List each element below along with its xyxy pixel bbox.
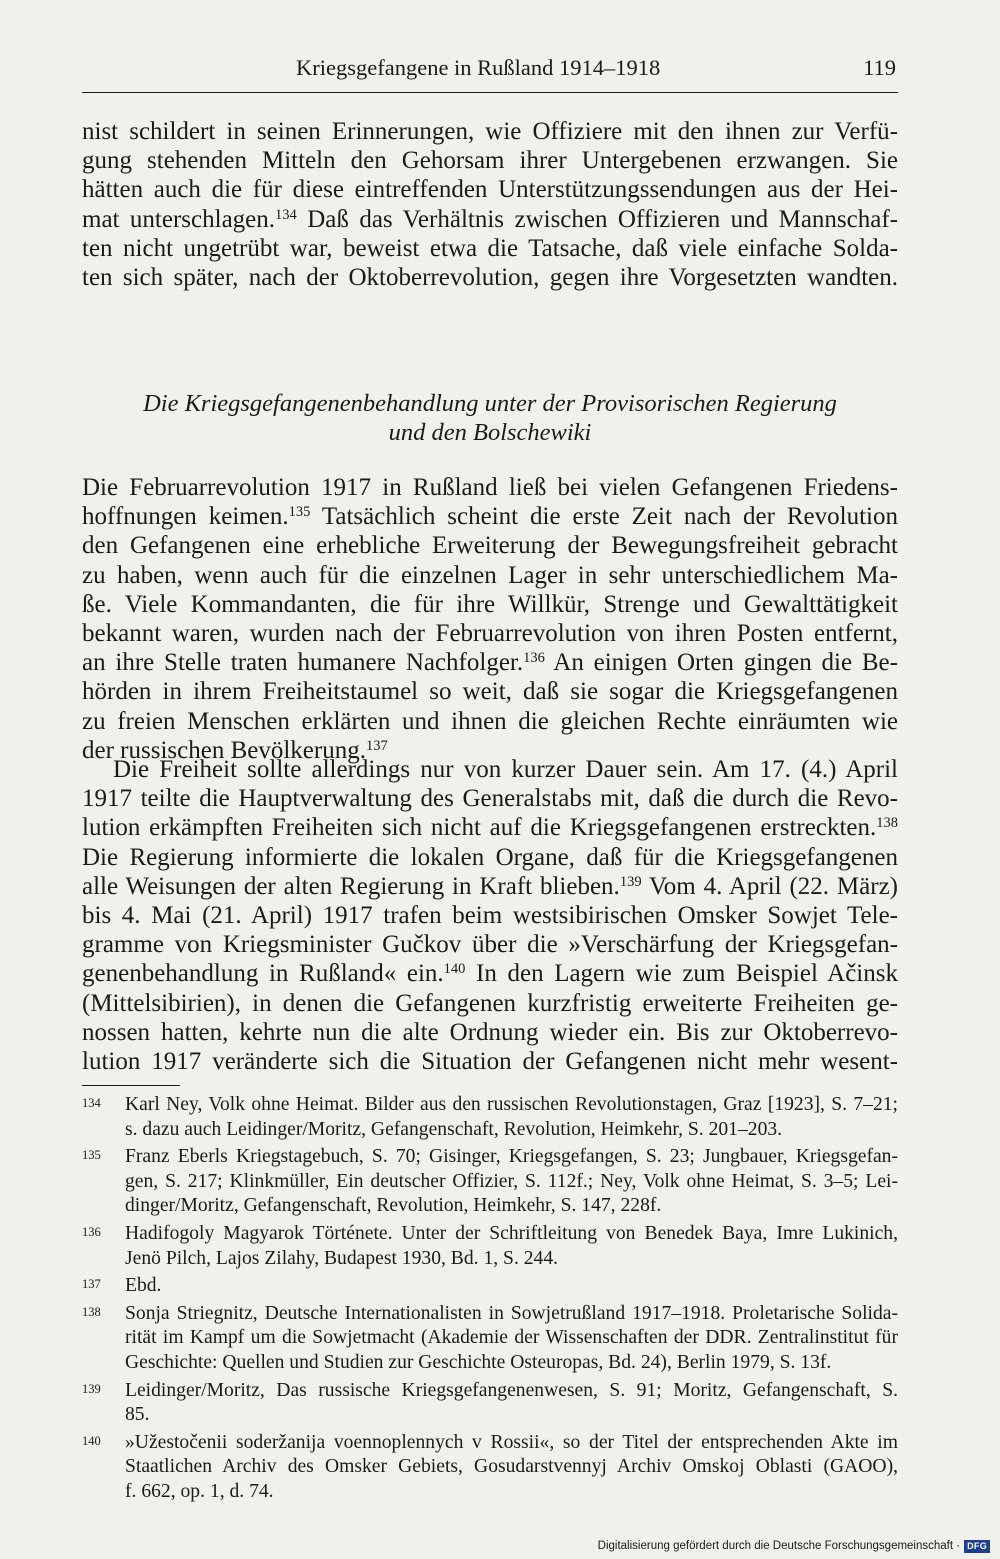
text-line: zu freien Menschen erklärten und ihnen die gleichen Rechte einräumten wie bbox=[82, 707, 898, 735]
text-line: Die Regierung informierte die lokalen Organe, daß für die Kriegsgefangenen bbox=[82, 843, 898, 871]
text-segment: An einigen Orten gingen die Be- bbox=[544, 649, 898, 677]
page-number: 119 bbox=[863, 55, 896, 80]
footnote-137 bbox=[82, 1274, 898, 1299]
text-line: nist schildert in seinen Erinnerungen, wie Offiziere mit den ihnen zur Verfü- bbox=[82, 118, 898, 145]
text-line: ten sich später, nach der Oktoberrevolution, gegen ihre Vorgesetzten wandten. bbox=[82, 264, 898, 292]
text-segment: Tatsächlich scheint die erste Zeit nach der Revolution bbox=[310, 503, 898, 531]
text-line: gung stehenden Mitteln den Gehorsam ihrer Untergebenen erzwangen. Sie bbox=[82, 147, 898, 175]
text-line bbox=[82, 205, 898, 234]
footnote-135 bbox=[82, 1145, 898, 1219]
text-line: nossen hatten, kehrte nun die alte Ordnung wieder ein. Bis zur Oktoberrevo- bbox=[82, 1018, 898, 1046]
paragraph-freiheit bbox=[82, 755, 898, 1076]
header-rule bbox=[82, 92, 898, 93]
footnote-line: gen, S. 217; Klinkmüller, Ein deutscher Offizier, S. 112f.; Ney, Volk ohne Heimat, S. 3–5; Lei- bbox=[125, 1170, 898, 1192]
paragraph-februarrevolution bbox=[82, 473, 898, 765]
dfg-logo-icon: DFG bbox=[964, 1540, 990, 1553]
footnote-line: Karl Ney, Volk ohne Heimat. Bilder aus den russischen Revolutionstagen, Graz [1923], S. 7–21; bbox=[125, 1094, 898, 1115]
footnote-ref-136[interactable]: 136 bbox=[523, 650, 545, 667]
digitization-credit-text: Digitalisierung gefördert durch die Deutsche Forschungsgemeinschaft · bbox=[597, 1540, 961, 1552]
text-line bbox=[82, 813, 898, 842]
footnote-number: 140 bbox=[82, 1433, 101, 1448]
footnote-number: 138 bbox=[82, 1304, 101, 1319]
footnote-line: »Užestočenii soderžanija voennoplennych v Rossii«, so der Titel der entsprechenden Akte im bbox=[125, 1431, 898, 1453]
text-line bbox=[82, 959, 898, 988]
text-line bbox=[82, 872, 898, 901]
footnote-number: 135 bbox=[82, 1148, 101, 1163]
footnote-rule bbox=[82, 1085, 180, 1086]
footnote-line: Leidinger/Moritz, Das russische Kriegsgefangenenwesen, S. 91; Moritz, Gefangenschaft, S. bbox=[125, 1379, 898, 1401]
footnote-ref-134[interactable]: 134 bbox=[275, 206, 297, 223]
footnote-line: Ebd. bbox=[125, 1275, 162, 1297]
text-line: hörden in ihrem Freiheitstaumel so weit, daß sie sogar die Kriegsgefangenen bbox=[82, 678, 898, 706]
text-line: Die Februarrevolution 1917 in Rußland ließ bei vielen Gefangenen Friedens- bbox=[82, 474, 898, 501]
footnote-line: Staatlichen Archiv des Omsker Gebiets, Gosudarstvennyj Archiv Omskoj Oblasti (GAOO), bbox=[125, 1456, 898, 1478]
section-heading bbox=[82, 389, 898, 447]
text-line: bis 4. Mai (21. April) 1917 trafen beim westsibirischen Omsker Sowjet Tele- bbox=[82, 902, 898, 930]
text-line: lution 1917 veränderte sich die Situation der Gefangenen nicht mehr wesent- bbox=[82, 1048, 898, 1076]
footnote-line: Geschichte: Quellen und Studien zur Geschichte Osteuropas, Bd. 24), Berlin 1979, S. 13f. bbox=[125, 1351, 832, 1373]
text-line bbox=[82, 648, 898, 677]
text-line bbox=[82, 502, 898, 531]
text-segment: hoffnungen keimen. bbox=[82, 503, 289, 531]
page-body bbox=[82, 50, 898, 1502]
text-segment: an ihre Stelle traten humanere Nachfolger. bbox=[82, 649, 524, 677]
text-segment: alle Weisungen der alten Regierung in Kraft blieben. bbox=[82, 872, 620, 900]
running-head bbox=[82, 50, 898, 86]
text-segment: lution erkämpften Freiheiten sich nicht auf die Kriegsgefangenen erstreckten. bbox=[82, 814, 877, 842]
digitization-credit bbox=[598, 1538, 990, 1554]
text-segment: In den Lagern wie zum Beispiel Ačinsk bbox=[465, 960, 898, 988]
text-line: ten nicht ungetrübt war, beweist etwa die Tatsache, daß viele einfache Solda- bbox=[82, 234, 898, 262]
footnote-ref-135[interactable]: 135 bbox=[288, 504, 311, 521]
text-line: (Mittelsibirien), in denen die Gefangenen kurzfristig erweiterte Freiheiten ge- bbox=[82, 989, 898, 1017]
footnote-ref-139[interactable]: 139 bbox=[619, 873, 642, 890]
footnote-number: 139 bbox=[82, 1381, 101, 1396]
footnote-line: f. 662, op. 1, d. 74. bbox=[125, 1480, 274, 1502]
text-segment: Daß das Verhältnis zwischen Offizieren und Mannschaf- bbox=[296, 205, 898, 233]
footnote-line: Hadifogoly Magyarok Története. Unter der Schriftleitung von Benedek Baya, Imre Lukinich, bbox=[125, 1222, 898, 1244]
paragraph-continued bbox=[82, 117, 898, 292]
footnote-136 bbox=[82, 1222, 898, 1271]
text-line: hätten auch die für diese eintreffenden Unterstützungssendungen aus der Hei- bbox=[82, 176, 898, 204]
footnote-line: rität im Kampf um die Sowjetmacht (Akademie der Wissenschaften der DDR. Zentralinstitut für bbox=[125, 1327, 898, 1349]
footnote-138 bbox=[82, 1302, 898, 1376]
section-heading-line-1: Die Kriegsgefangenenbehandlung unter der Provisorischen Regierung bbox=[143, 390, 837, 417]
text-line: Die Freiheit sollte allerdings nur von kurzer Dauer sein. Am 17. (4.) April bbox=[113, 756, 898, 783]
footnote-number: 134 bbox=[82, 1096, 101, 1110]
text-line: zu haben, wenn auch für die einzelnen Lager in sehr unterschiedlichem Ma- bbox=[82, 561, 898, 589]
footnote-number: 136 bbox=[82, 1224, 101, 1239]
footnote-line: s. dazu auch Leidinger/Moritz, Gefangenschaft, Revolution, Heimkehr, S. 201–203. bbox=[125, 1118, 783, 1140]
footnote-line: Sonja Striegnitz, Deutsche Internationalisten in Sowjetrußland 1917–1918. Proletarische Solida- bbox=[125, 1302, 898, 1324]
footnote-line: Jenö Pilch, Lajos Zilahy, Budapest 1930, Bd. 1, S. 244. bbox=[125, 1247, 559, 1269]
section-heading-line-2: und den Bolschewiki bbox=[388, 419, 592, 446]
text-segment: Vom 4. April (22. März) bbox=[641, 872, 898, 900]
text-segment: genenbehandlung in Rußland« ein. bbox=[82, 960, 444, 988]
text-line: gramme von Kriegsminister Gučkov über die »Verschärfung der Kriegsgefan- bbox=[82, 931, 898, 959]
footnotes bbox=[82, 1093, 898, 1508]
text-segment: mat unterschlagen. bbox=[82, 205, 276, 233]
footnote-140 bbox=[82, 1431, 898, 1505]
footnote-139 bbox=[82, 1379, 898, 1428]
text-line: ße. Viele Kommandanten, die für ihre Willkür, Strenge und Gewalttätigkeit bbox=[82, 590, 898, 618]
text-line: den Gefangenen eine erhebliche Erweiterung der Bewegungsfreiheit gebracht bbox=[82, 532, 898, 560]
footnote-line: Franz Eberls Kriegstagebuch, S. 70; Gisinger, Kriegsgefangen, S. 23; Jungbauer, Kriegsgefan- bbox=[125, 1146, 898, 1168]
footnote-number: 137 bbox=[82, 1277, 101, 1292]
footnote-134 bbox=[82, 1093, 898, 1142]
footnote-ref-137[interactable]: 137 bbox=[365, 737, 388, 754]
footnote-line: dinger/Moritz, Gefangenschaft, Revolution, Heimkehr, S. 147, 228f. bbox=[125, 1195, 662, 1217]
text-line: bekannt waren, wurden nach der Februarrevolution von ihren Posten entfernt, bbox=[82, 620, 898, 648]
footnote-ref-140[interactable]: 140 bbox=[443, 961, 466, 978]
text-segment: der russischen Bevölkerung. bbox=[82, 736, 366, 764]
text-line: 1917 teilte die Hauptverwaltung des Generalstabs mit, daß die durch die Revo- bbox=[82, 785, 898, 813]
running-head-title: Kriegsgefangene in Rußland 1914–1918 bbox=[296, 55, 661, 80]
footnote-line: 85. bbox=[125, 1404, 150, 1426]
footnote-ref-138[interactable]: 138 bbox=[876, 815, 898, 832]
